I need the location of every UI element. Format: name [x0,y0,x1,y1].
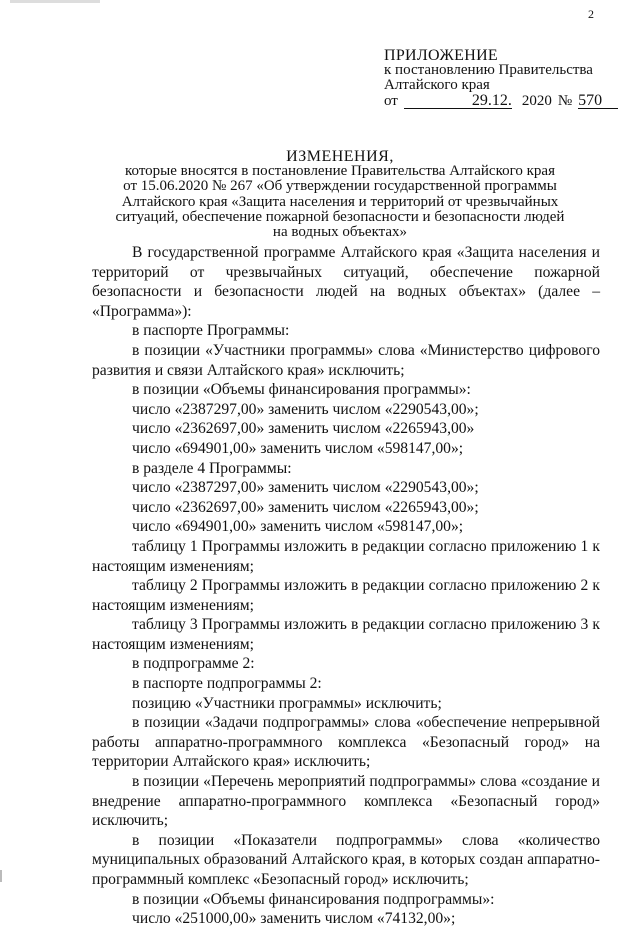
paragraph: число «251000,00» заменить числом «74132,00»; [132,910,456,928]
page-number: 2 [588,7,594,21]
paragraph: позицию «Участники программы» исключить; [132,694,442,712]
number-field: 570 [578,93,618,109]
from-label: от [384,93,398,109]
title-line: от 15.06.2020 № 267 «Об утверждении государственной программы [123,178,557,195]
paragraph: в позиции «Задачи подпрограммы» слова «обеспечение непрерывной работы аппаратно-программного комплекса «Безопасный город» на территории Алтайского края» исключить; [92,714,600,771]
scan-edge-mark [0,870,2,882]
paragraph: в позиции «Перечень мероприятий подпрограммы» слова «создание и внедрение аппаратно-программного комплекса «Безопасный город» исключить; [92,773,600,830]
paragraph: число «2362697,00» заменить числом «2265943,00»; [132,498,479,516]
paragraph: в подпрограмме 2: [132,655,255,673]
paragraph: число «2387297,00» заменить числом «2290543,00»; [132,400,479,418]
paragraph: в позиции «Объемы финансирования программы»: [132,381,471,399]
appendix-title: ПРИЛОЖЕНИЕ [384,47,499,64]
paragraph: число «694901,00» заменить числом «598147,00»; [132,518,464,536]
title-heading: ИЗМЕНЕНИЯ, [286,148,394,165]
paragraph: таблицу 1 Программы изложить в редакции согласно приложению 1 к настоящим изменениям; [92,537,600,575]
paragraph: число «2387297,00» заменить числом «2290543,00»; [132,479,479,497]
document-body [92,243,600,929]
appendix-line-2: Алтайского края [384,77,490,93]
title-line: которые вносятся в постановление Правительства Алтайского края [124,163,555,180]
document-title [90,149,590,240]
paragraph: в паспорте подпрограммы 2: [132,675,322,693]
paragraph: таблицу 3 Программы изложить в редакции согласно приложению 3 к настоящим изменениям; [92,616,600,653]
year-field: 2020 [521,93,552,109]
appendix-date-row [384,93,618,109]
paragraph: число «2362697,00» заменить числом «2265943,00» [132,420,475,438]
paragraph: число «694901,00» заменить числом «598147,00»; [132,439,464,457]
paragraph: в позиции «Объемы финансирования подпрограммы»: [132,890,495,908]
paragraph: в разделе 4 Программы: [132,459,292,477]
title-line: Алтайского края «Защита населения и территорий от чрезвычайных [121,193,559,210]
date-field: 29.12. [404,93,512,109]
scan-artifact [10,0,100,3]
title-line: ситуаций, обеспечение пожарной безопасности и безопасности людей [115,208,565,225]
paragraph: В государственной программе Алтайского края «Защита населения и территорий от чрезвычайных ситуаций, обеспечение пожарной безопасности и безопасности людей на водных объектах» (далее – «Программа»): [92,244,600,320]
appendix-line-1: к постановлению Правительства [384,62,593,78]
paragraph: в позиции «Участники программы» слова «Министерство цифрового развития и связи Алтайского края» исключить; [92,341,600,379]
paragraph: в паспорте Программы: [132,322,290,340]
title-line: на водных объектах» [272,224,408,241]
paragraph: таблицу 2 Программы изложить в редакции согласно приложению 2 к настоящим изменениям; [92,577,600,614]
paragraph: в позиции «Показатели подпрограммы» слова «количество муниципальных образований Алтайского края, в которых создан аппаратно-программный комплекс «Безопасный город» исключить; [92,831,600,888]
number-label: № [557,93,573,109]
appendix-header [384,48,618,109]
